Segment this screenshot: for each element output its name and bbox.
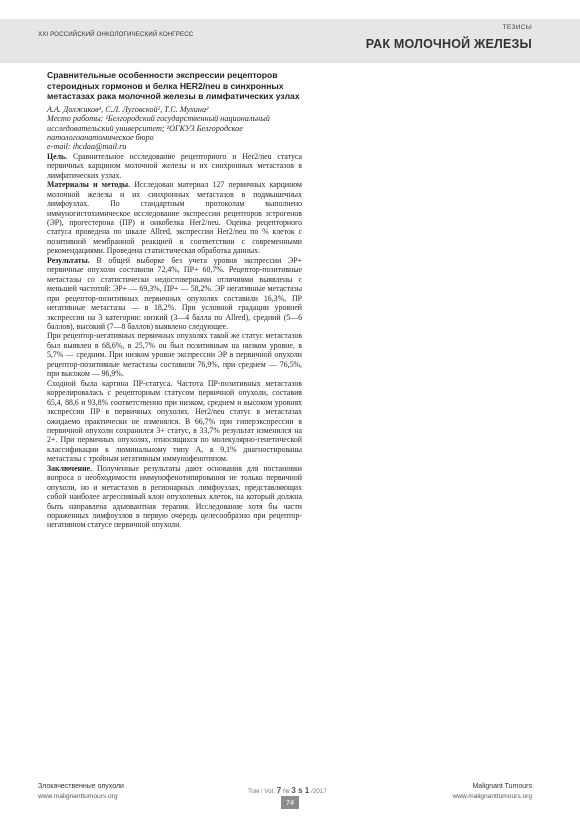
- issue-prefix: №: [282, 788, 290, 795]
- vol-prefix: Том / Vol.: [248, 788, 275, 795]
- goal-text: Сравнительное исследование рецепторного и Her2/neu статуса первичных карцином молочной железы и их синхронных метастазов в лимфатических узлах.: [47, 151, 302, 180]
- congress-name: XXI РОССИЙСКИЙ ОНКОЛОГИЧЕСКИЙ КОНГРЕСС: [38, 31, 194, 38]
- issue-number: 3 s 1: [291, 786, 310, 795]
- goal-paragraph: [47, 152, 302, 180]
- results-paragraph: [47, 256, 302, 332]
- article-title: Сравнительные особенности экспрессии рецепторов стероидных гормонов и белка HER2/neu в синхронных метастазах рака молочной железы в лимфатических узлах: [47, 70, 300, 102]
- article-email: e-mail: ihcdaa@mail.ru: [47, 142, 127, 152]
- article-authors: А.А. Должиков¹, С.Л. Луговской², Т.С. Мухина²: [47, 104, 209, 114]
- article-affiliation: Место работы: ¹Белгородский государственный национальный исследовательский университет; ²ОГКУЗ Белгородское патологоанатомическое бюро: [47, 114, 270, 142]
- methods-paragraph: [47, 180, 302, 256]
- results-label: Результаты.: [47, 255, 90, 265]
- theses-label: ТЕЗИСЫ: [502, 24, 532, 31]
- results-paragraph-2: При рецептор-негативных первичных опухолях такой же статус метастазов был выявлен в 68,6%, в 25,7% он был позитивным на низком уровне, в 5,7% — средним. При низком уровне экспрессии ЭР в первичной опухоли рецептор-позитивные метастазы составили 76,9%, при среднем — 76,5%, при высоком — 96,9%.: [47, 331, 302, 379]
- conclusion-text: Полученные результаты дают основания для постановки вопроса о необходимости иммунофенотипирования не только первичной опухоли, но и метастазов в регионарных лимфоузлах, представляющих собой наиболее агрессивный клон опухолевых клеток, на который должна быть направлена адъювантная терапия. Исследование хотя бы части пораженных лимфоузлов в первую очередь целесообразно при рецептор-негативном статусе первичной опухоли.: [47, 463, 302, 530]
- goal-label: Цель.: [47, 151, 68, 161]
- journal-site-left[interactable]: www.malignanttumours.org: [38, 793, 118, 800]
- volume-issue: [248, 786, 327, 795]
- results-text-1: В общей выборке без учета уровня экспрессии ЭР+ первичные опухоли составили 72,4%, ПР+ 60,7%. Рецептор-позитивные метастазы со статистически недостоверными отличиями выявлены с меньшей частотой: ЭР+ — 69,3%, ПР+ — 58,2%. ЭР негативные метастазы при рецептор-позитивных первичных опухолях составили 16,3%, ПР негативные метастазы — в 18,2%. При условной градации уровней экспрессии на 3 категории: низкий (3—4 балла по Allred), средний (5—6 баллов), высокий (7—8 баллов) выявлено следующее.: [47, 255, 302, 331]
- methods-label: Материалы и методы.: [47, 180, 131, 190]
- vol-number: 7: [276, 786, 282, 795]
- article-body: [47, 70, 302, 530]
- journal-site-right[interactable]: www.malignanttumours.org: [452, 793, 532, 800]
- methods-text: Исследован материал 127 первичных карцином молочной железы и их синхронных метастазов в подмышечных лимфоузлах. По стандартным протоколам выполнено иммуногистохимическое исследование экспрессии рецепторов эстрогенов (ЭР), прогестерона (ПР) и онкобелка Her2/neu. Оценка рецепторного статуса проведена по шкале Allred, экспрессии Her2/neu по % клеток с позитивной мембранной реакцией в соответствии с современными рекомендациями. Проведена статистическая обработка данных.: [47, 180, 302, 256]
- section-title: РАК МОЛОЧНОЙ ЖЕЛЕЗЫ: [365, 37, 532, 51]
- journal-name-en: Malignant Tumours: [472, 783, 532, 790]
- results-paragraph-3: Сходной была картина ПР-статуса. Частота ПР-позитивных метастазов коррелировалась с рецепторным статусом первичной опухоли, составив 65,4, 88,6 и 93,8% соответственно при низком, среднем и высоком уровнях экспрессии ПР в первичных опухолях. Her2/neu статус в метастазах ожидаемо практически не изменялся. В 66,7% при гиперэкспрессии в первичной опухоли сохранился 3+ статус, в 33,7% результат изменился на 2+. При первичных опухолях, относящихся по молекулярно-генетической классификации к люминальному типу А, в 9,1% диагностированы метастазы с тройным негативным иммунофенотипом.: [47, 378, 302, 464]
- issue-year: /2017: [310, 788, 327, 795]
- conclusion-label: Заключение.: [47, 463, 93, 473]
- journal-name-ru: Злокачественные опухоли: [38, 783, 124, 790]
- page-number: 74: [281, 796, 299, 809]
- conclusion-paragraph: [47, 464, 302, 530]
